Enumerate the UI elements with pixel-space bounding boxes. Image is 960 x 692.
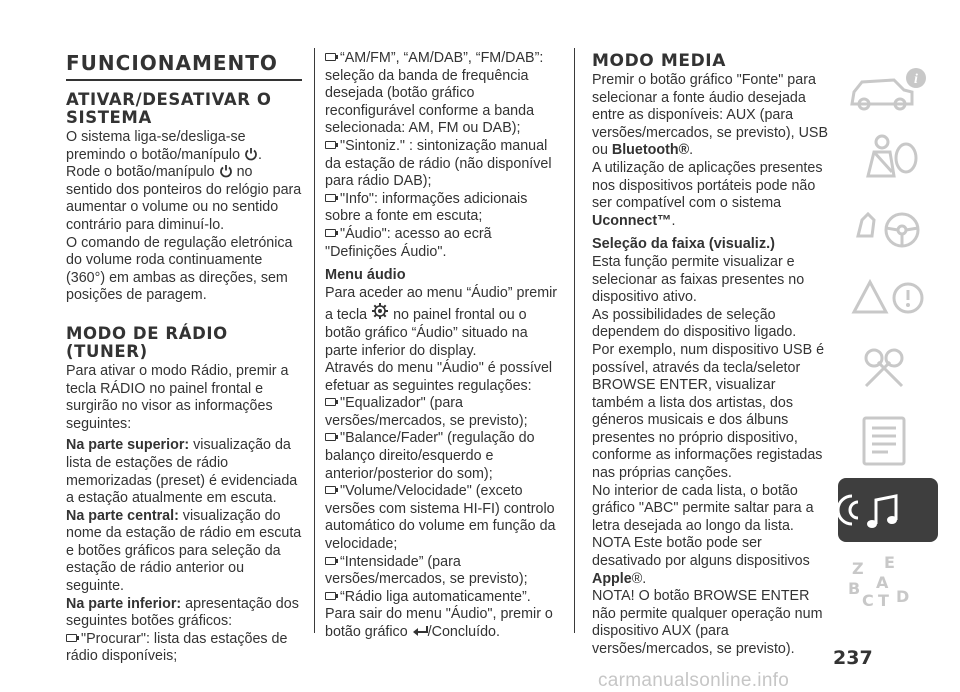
seatbelt-airbag-icon <box>838 128 938 192</box>
watermark: carmanualsonline.info <box>598 670 790 691</box>
text: apresentação dos seguintes botões gráficos: <box>66 595 299 630</box>
subsection-title-audio-menu: Menu áudio <box>325 267 406 284</box>
warning-triangle-icon <box>838 268 938 332</box>
text: "Procurar": lista das estações de rádio disponíveis; <box>66 630 288 665</box>
text: Para sair do menu "Áudio", premir o botão gráfico <box>325 606 553 640</box>
paragraph <box>66 129 302 164</box>
text: "Sintoniz." : sintonização manual da estação de rádio (não disponível para rádio DAB); <box>325 137 552 190</box>
back-arrow-icon <box>412 624 428 638</box>
page-number: 237 <box>833 647 873 669</box>
bullet-item <box>325 483 561 553</box>
paragraph <box>66 437 302 507</box>
section-title-radio: MODO DE RÁDIO (TUNER) <box>66 323 228 361</box>
bullet-item <box>325 430 561 483</box>
paragraph <box>325 606 561 641</box>
wrench-icon <box>838 338 938 402</box>
text: "Equalizador" (para versões/mercados, se previsto); <box>325 395 528 429</box>
column-3 <box>592 52 828 659</box>
paragraph <box>592 535 828 588</box>
text: "Volume/Velocidade" (exceto versões com sistema HI-FI) controlo automático do volume em função da velocidade; <box>325 483 556 553</box>
bullet-item <box>325 138 561 191</box>
tab-technical-data[interactable] <box>838 408 938 472</box>
bullet-icon <box>325 53 336 61</box>
text: . <box>258 146 263 163</box>
music-note-icon <box>838 478 938 542</box>
paragraph: NOTA! O botão BROWSE ENTER não permite qualquer operação num dispositivo AUX (para versões/mercados, se previsto). <box>592 588 823 657</box>
bullet-icon <box>66 634 77 642</box>
paragraph: Para ativar o modo Rádio, premir a tecla RÁDIO no painel frontal e surgirão no visor as informações seguintes: <box>66 362 289 432</box>
paragraph <box>66 508 302 596</box>
bullet-icon <box>325 194 336 202</box>
column-divider <box>574 48 575 633</box>
settings-gear-icon <box>371 302 389 320</box>
paragraph <box>325 285 561 360</box>
bullet-icon <box>325 141 336 149</box>
car-info-icon <box>838 58 938 122</box>
paragraph <box>592 72 828 160</box>
bullet-icon <box>325 229 336 237</box>
column-2 <box>325 50 561 642</box>
spec-list-icon <box>838 408 938 472</box>
paragraph: As possibilidades de seleção dependem do dispositivo ligado. <box>592 306 797 341</box>
bullet-icon <box>325 486 336 494</box>
index-letter: B <box>848 579 861 598</box>
text: Uconnect™ <box>592 212 672 229</box>
paragraph: No interior de cada lista, o botão gráfico "ABC" permite saltar para a letra desejada ao longo da lista. <box>592 482 814 534</box>
svg-text:i: i <box>914 72 918 87</box>
column-divider <box>314 48 315 633</box>
chapter-title: FUNCIONAMENTO <box>66 51 278 75</box>
text: Bluetooth® <box>611 142 690 159</box>
label: Na parte central: <box>66 507 179 524</box>
bullet-item <box>325 395 561 430</box>
tab-index[interactable] <box>838 548 938 612</box>
label: Na parte superior: <box>66 437 190 454</box>
tab-maintenance[interactable] <box>838 338 938 402</box>
text: “AM/FM”, “AM/DAB”, “FM/DAB”: seleção da banda de frequência desejada (botão gráfico reconfigurável conforme a banda selecionada: AM, FM ou DAB); <box>325 50 544 137</box>
paragraph <box>66 164 302 234</box>
bullet-item <box>325 226 561 261</box>
text: ®. <box>631 570 647 587</box>
section-title-media: MODO MEDIA <box>592 51 726 71</box>
tab-starting-driving[interactable] <box>838 198 938 262</box>
power-icon <box>244 147 258 161</box>
bullet-item <box>325 191 561 226</box>
bullet-icon <box>325 557 336 565</box>
paragraph <box>66 596 302 631</box>
index-letter: C <box>862 591 874 610</box>
tab-safety[interactable] <box>838 128 938 192</box>
text: . <box>671 212 676 229</box>
text: no sentido dos ponteiros do relógio para aumentar o volume ou no sentido contrário para diminuí-lo. <box>66 164 302 233</box>
text: "Info": informações adicionais sobre a fonte em escuta; <box>325 190 528 225</box>
text: Rode o botão/manípulo <box>66 164 219 181</box>
text: no painel frontal ou o botão gráfico “Áudio” situado na parte inferior do display. <box>325 307 528 359</box>
text: Para aceder ao menu “Áudio” premir a tecla <box>325 284 558 324</box>
title-rule <box>66 79 302 81</box>
tab-multimedia[interactable] <box>838 478 938 542</box>
text: /Concluído. <box>427 624 500 640</box>
paragraph <box>592 160 828 230</box>
index-letter: Z <box>852 559 864 578</box>
index-letter: T <box>878 591 889 610</box>
text: visualização da lista de estações de rádio memorizadas (preset) é evidenciada a estação atualmente em escuta. <box>66 437 298 507</box>
index-letter: D <box>896 587 910 606</box>
index-letter: E <box>884 553 895 572</box>
paragraph: Através do menu "Áudio" é possível efetuar as seguintes regulações: <box>325 360 553 394</box>
paragraph: Por exemplo, num dispositivo USB é possível, através da tecla/seletor BROWSE ENTER, visualizar também a lista dos artistas, dos géneros musicais e dos álbuns presentes no próprio dispositivo, conforme as informações registadas nas próprias canções. <box>592 341 825 482</box>
bullet-icon <box>325 433 336 441</box>
bullet-item <box>325 589 561 607</box>
paragraph: Esta função permite visualizar e selecionar as faixas presentes no dispositivo ativo. <box>592 253 805 306</box>
paragraph: O comando de regulação eletrónica do volume roda continuamente (360°) em ambas as direções, sem posições de paragem. <box>66 234 293 304</box>
index-letter: A <box>876 573 889 592</box>
text: . <box>689 142 694 159</box>
text: “Rádio liga automaticamente”. <box>340 588 531 605</box>
subsection-title-track: Seleção da faixa (visualiz.) <box>592 236 775 253</box>
text: O sistema liga-se/desliga-se premindo o botão/manípulo <box>66 129 246 163</box>
text: "Balance/Fader" (regulação do balanço direito/esquerdo e anterior/posterior do som); <box>325 430 535 482</box>
steering-wheel-icon <box>838 198 938 262</box>
text: visualização do nome da estação de rádio em escuta e botões gráficos para seleção da estação de rádio anterior ou seguinte. <box>66 507 302 595</box>
text: “Intensidade” (para versões/mercados, se previsto); <box>325 553 528 588</box>
section-title-activate: ATIVAR/DESATIVAR O SISTEMA <box>66 90 272 127</box>
power-icon <box>219 164 233 178</box>
text: NOTA Este botão pode ser desativado por alguns dispositivos <box>592 535 810 570</box>
bullet-item <box>325 554 561 589</box>
column-1 <box>66 52 302 666</box>
bullet-item <box>325 50 561 138</box>
bullet-icon <box>325 398 336 406</box>
text: Apple <box>592 570 632 587</box>
tab-emergency[interactable] <box>838 268 938 332</box>
label: Na parte inferior: <box>66 595 182 612</box>
text: "Áudio": acesso ao ecrã "Definições Áudio". <box>325 225 492 260</box>
alphabetical-index-icon <box>838 548 938 612</box>
text: Premir o botão gráfico "Fonte" para selecionar a fonte áudio desejada entre as disponíveis: AUX (para versões/mercados, se previsto), USB ou <box>592 72 828 159</box>
text: A utilização de aplicações presentes nos dispositivos portáteis pode não ser compatível com o sistema <box>592 159 823 212</box>
bullet-icon <box>325 592 336 600</box>
tab-dashboard-info[interactable] <box>838 58 938 122</box>
bullet-item <box>66 631 302 666</box>
